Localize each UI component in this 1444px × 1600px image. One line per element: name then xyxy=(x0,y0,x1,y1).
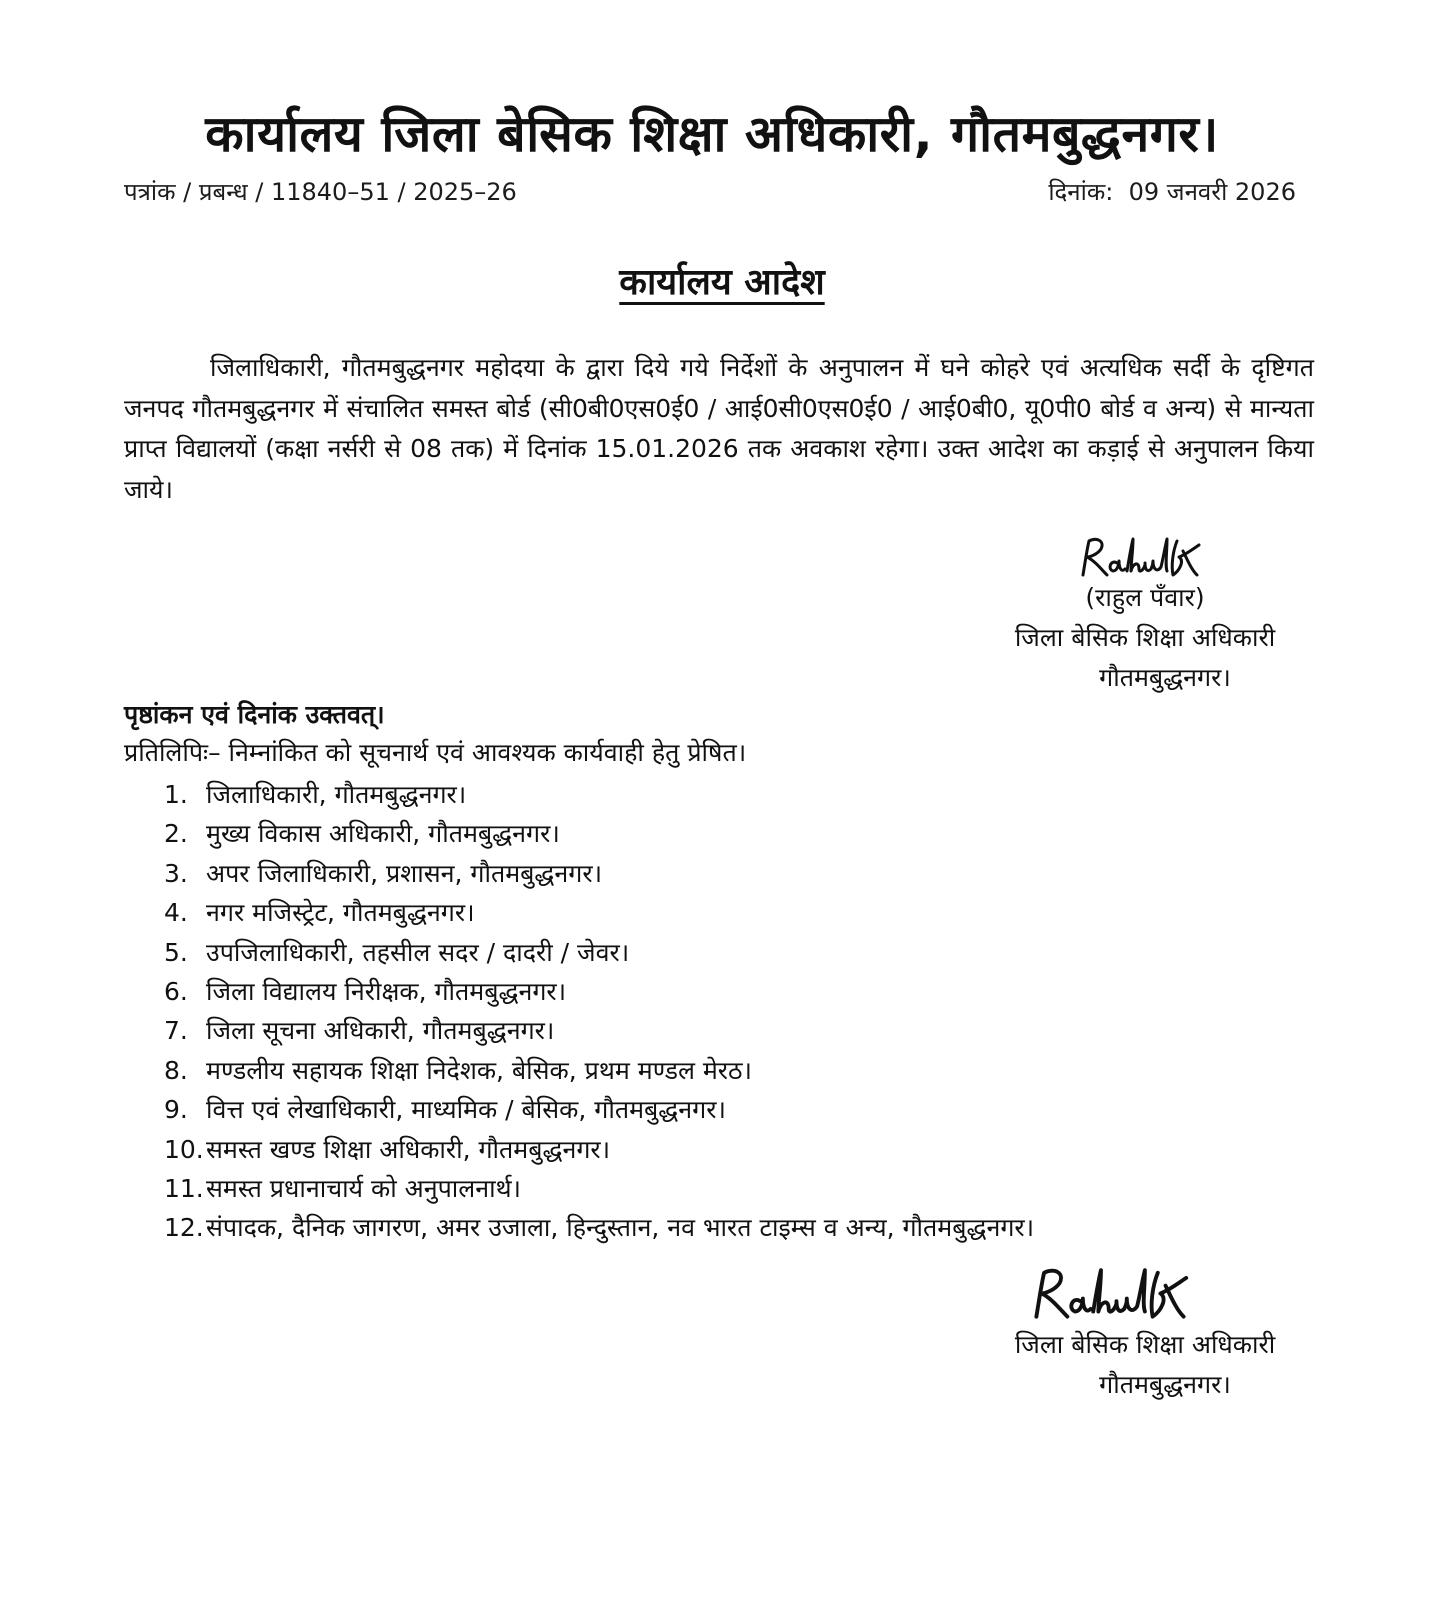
date-label: दिनांक: xyxy=(1048,178,1114,206)
signature-1-image xyxy=(1075,535,1205,583)
endorsement-heading: पृष्ठांकन एवं दिनांक उक्तवत्। xyxy=(124,700,385,729)
recipient-text: अपर जिलाधिकारी, प्रशासन, गौतमबुद्धनगर। xyxy=(206,858,603,888)
signature-icon xyxy=(1075,535,1205,583)
recipient-text: नगर मजिस्ट्रेट, गौतमबुद्धनगर। xyxy=(206,898,475,928)
recipient-item xyxy=(164,1011,1324,1050)
order-title-wrap xyxy=(0,256,1444,305)
signatory-place: गौतमबुद्धनगर। xyxy=(1099,1370,1231,1399)
recipient-item xyxy=(164,1169,1324,1208)
recipient-number: 8. xyxy=(164,1055,188,1085)
recipient-number: 3. xyxy=(164,858,188,888)
recipient-item xyxy=(164,1208,1324,1247)
recipient-number: 12. xyxy=(164,1213,204,1243)
copy-intro: प्रतिलिपिः– निम्नांकित को सूचनार्थ एवं आवश्यक कार्यवाही हेतु प्रेषित। xyxy=(124,738,747,767)
recipient-text: जिलाधिकारी, गौतमबुद्धनगर। xyxy=(206,780,467,809)
recipient-item xyxy=(164,814,1324,853)
recipient-text: जिला विद्यालय निरीक्षक, गौतमबुद्धनगर। xyxy=(206,977,567,1007)
recipient-text: मुख्य विकास अधिकारी, गौतमबुद्धनगर। xyxy=(206,819,560,849)
recipient-item xyxy=(164,933,1324,972)
date-value: 09 जनवरी 2026 xyxy=(1128,178,1296,206)
recipient-number: 11. xyxy=(164,1174,204,1204)
recipient-text: समस्त प्रधानाचार्य को अनुपालनार्थ। xyxy=(206,1174,522,1204)
recipient-number: 9. xyxy=(164,1095,188,1125)
recipient-number: 7. xyxy=(164,1016,188,1046)
signatory-designation: जिला बेसिक शिक्षा अधिकारी xyxy=(1014,623,1276,652)
recipient-number: 6. xyxy=(164,977,188,1007)
recipient-list xyxy=(164,775,1324,1248)
signatory-designation: जिला बेसिक शिक्षा अधिकारी xyxy=(1014,1330,1276,1359)
signature-1-block xyxy=(975,578,1315,698)
recipient-item xyxy=(164,972,1324,1011)
recipient-number: 5. xyxy=(164,937,188,967)
recipient-item xyxy=(164,854,1324,893)
order-body: जिलाधिकारी, गौतमबुद्धनगर महोदया के द्वारा दिये गये निर्देशों के अनुपालन में घने कोहरे एवं अत्यधिक सर्दी के दृष्टिगत जनपद गौतमबुद्धनगर में संचालित समस्त बोर्ड (सी0बी0एस0ई0 / आई0सी0एस0ई0 / आई0बी0, यू0पी0 बोर्ड व अन्य) से मान्यता प्राप्त विद्यालयों (कक्षा नर्सरी से 08 तक) में दिनांक 15.01.2026 तक अवकाश रहेगा। उक्त आदेश का कड़ाई से अनुपालन किया जाये। xyxy=(124,353,1314,504)
recipient-text: जिला सूचना अधिकारी, गौतमबुद्धनगर। xyxy=(206,1016,555,1046)
recipient-item xyxy=(164,893,1324,932)
recipient-item xyxy=(164,775,1324,814)
office-title: कार्यालय जिला बेसिक शिक्षा अधिकारी, गौतमबुद्धनगर। xyxy=(205,105,1219,163)
signature-2-image xyxy=(1015,1265,1205,1327)
letter-date xyxy=(1048,175,1296,208)
letter-number: पत्रांक / प्रबन्ध / 11840–51 / 2025–26 xyxy=(124,178,517,206)
signature-2-block xyxy=(975,1325,1315,1405)
recipient-item xyxy=(164,1130,1324,1169)
recipient-item xyxy=(164,1051,1324,1090)
signatory-place: गौतमबुद्धनगर। xyxy=(1099,663,1231,692)
recipient-text: मण्डलीय सहायक शिक्षा निदेशक, बेसिक, प्रथम मण्डल मेरठ। xyxy=(206,1055,753,1085)
recipient-number: 10. xyxy=(164,1134,204,1164)
recipient-number: 4. xyxy=(164,898,188,928)
signatory-name: (राहुल पँवार) xyxy=(1085,583,1205,612)
recipient-text: समस्त खण्ड शिक्षा अधिकारी, गौतमबुद्धनगर। xyxy=(206,1134,611,1164)
recipient-text: संपादक, दैनिक जागरण, अमर उजाला, हिन्दुस्तान, नव भारत टाइम्स व अन्य, गौतमबुद्धनगर। xyxy=(206,1213,1035,1243)
recipient-number: 1. xyxy=(164,780,188,809)
signature-icon xyxy=(1015,1265,1205,1327)
recipient-text: वित्त एवं लेखाधिकारी, माध्यमिक / बेसिक, गौतमबुद्धनगर। xyxy=(206,1095,726,1125)
recipient-number: 2. xyxy=(164,819,188,849)
recipient-text: उपजिलाधिकारी, तहसील सदर / दादरी / जेवर। xyxy=(206,937,630,967)
order-title: कार्यालय आदेश xyxy=(619,262,825,303)
recipient-item xyxy=(164,1090,1324,1129)
